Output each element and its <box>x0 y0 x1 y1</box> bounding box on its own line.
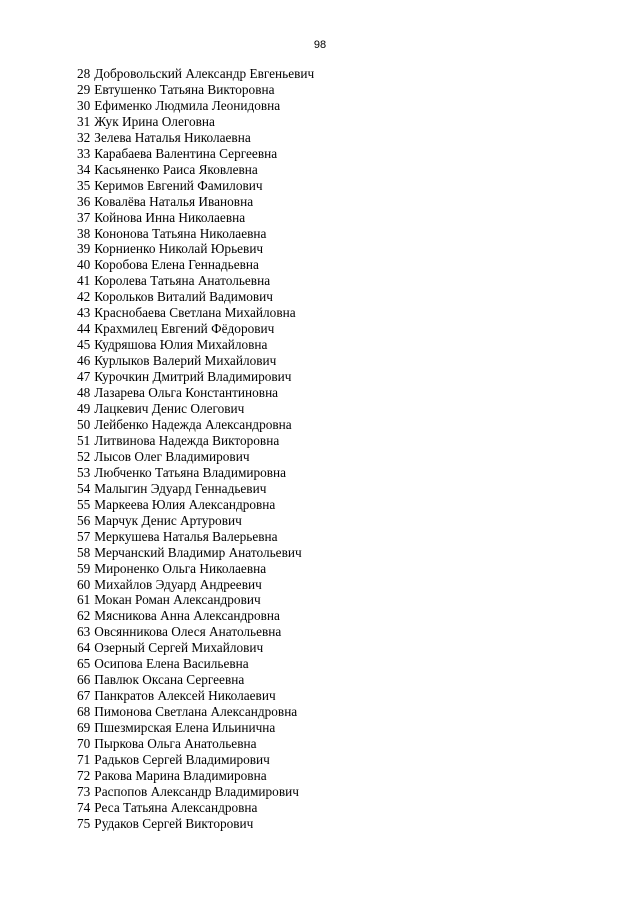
entry-number: 48 <box>77 385 91 401</box>
list-item <box>77 385 314 401</box>
entry-number: 53 <box>77 464 91 480</box>
entry-name: Курлыков Валерий Михайлович <box>94 353 277 369</box>
entry-number: 63 <box>77 624 91 640</box>
entry-number: 43 <box>77 305 91 321</box>
entry-number: 45 <box>77 337 91 353</box>
entry-number: 50 <box>77 416 91 432</box>
list-item <box>77 146 314 162</box>
list-item <box>77 194 314 210</box>
entry-name: Краснобаева Светлана Михайловна <box>94 305 296 321</box>
list-item <box>77 465 314 481</box>
entry-name: Лейбенко Надежда Александровна <box>94 416 292 432</box>
entry-name: Любченко Татьяна Владимировна <box>94 464 287 480</box>
list-item <box>77 162 314 178</box>
entry-name: Реса Татьяна Александровна <box>94 799 258 815</box>
entry-name: Осипова Елена Васильевна <box>94 656 249 672</box>
entry-name: Керимов Евгений Фамилович <box>94 177 263 193</box>
entry-name: Кононова Татьяна Николаевна <box>94 225 267 241</box>
entry-number: 34 <box>77 161 91 177</box>
entry-name: Ефименко Людмила Леонидовна <box>94 97 281 113</box>
entry-number: 58 <box>77 544 91 560</box>
list-item <box>77 241 314 257</box>
entry-number: 67 <box>77 688 91 704</box>
entry-name: Лазарева Ольга Константиновна <box>94 385 279 401</box>
entry-name: Лацкевич Денис Олегович <box>94 401 245 417</box>
entry-number: 47 <box>77 369 91 385</box>
list-item <box>77 98 314 114</box>
entry-name: Курочкин Дмитрий Владимирович <box>94 369 292 385</box>
entry-number: 68 <box>77 704 91 720</box>
entry-name: Рудаков Сергей Викторович <box>94 815 254 831</box>
entry-name: Маркеева Юлия Александровна <box>94 496 276 512</box>
entry-name: Корниенко Николай Юрьевич <box>94 241 264 257</box>
list-item <box>77 305 314 321</box>
list-item <box>77 353 314 369</box>
entry-name: Озерный Сергей Михайлович <box>94 640 264 656</box>
entry-name: Малыгин Эдуард Геннадьевич <box>94 480 267 496</box>
entry-number: 60 <box>77 576 91 592</box>
list-item <box>77 178 314 194</box>
entry-number: 54 <box>77 480 91 496</box>
page-number: 98 <box>313 39 327 51</box>
list-item <box>77 449 314 465</box>
entry-number: 57 <box>77 528 91 544</box>
entry-name: Корольков Виталий Вадимович <box>94 289 273 305</box>
entry-number: 51 <box>77 432 91 448</box>
list-item <box>77 337 314 353</box>
entry-number: 52 <box>77 448 91 464</box>
entry-number: 72 <box>77 767 91 783</box>
list-item <box>77 114 314 130</box>
entry-name: Меркушева Наталья Валерьевна <box>94 528 278 544</box>
list-item <box>77 529 314 545</box>
entry-name: Крахмилец Евгений Фёдорович <box>94 321 275 337</box>
entry-name: Мироненко Ольга Николаевна <box>94 560 267 576</box>
list-item <box>77 672 314 688</box>
entry-number: 75 <box>77 815 91 831</box>
list-item <box>77 656 314 672</box>
entry-number: 46 <box>77 353 91 369</box>
entry-name: Литвинова Надежда Викторовна <box>94 432 280 448</box>
entry-number: 56 <box>77 512 91 528</box>
entry-name: Панкратов Алексей Николаевич <box>94 688 276 704</box>
list-item <box>77 720 314 736</box>
entry-number: 29 <box>77 81 91 97</box>
entry-number: 39 <box>77 241 91 257</box>
list-item <box>77 800 314 816</box>
list-item <box>77 226 314 242</box>
list-item <box>77 736 314 752</box>
entry-name: Коробова Елена Геннадьевна <box>94 257 259 273</box>
entry-number: 69 <box>77 720 91 736</box>
entry-number: 44 <box>77 321 91 337</box>
list-item <box>77 273 314 289</box>
entry-number: 70 <box>77 736 91 752</box>
list-item <box>77 816 314 832</box>
entry-name: Евтушенко Татьяна Викторовна <box>94 81 275 97</box>
entry-name: Марчук Денис Артурович <box>94 512 242 528</box>
list-item <box>77 688 314 704</box>
list-item <box>77 481 314 497</box>
entry-number: 30 <box>77 97 91 113</box>
entry-number: 61 <box>77 592 91 608</box>
entry-name: Пшезмирская Елена Ильинична <box>94 720 276 736</box>
entry-name: Пимонова Светлана Александровна <box>94 704 298 720</box>
list-item <box>77 321 314 337</box>
entry-name: Михайлов Эдуард Андреевич <box>94 576 262 592</box>
entry-number: 33 <box>77 145 91 161</box>
entry-number: 35 <box>77 177 91 193</box>
entry-number: 55 <box>77 496 91 512</box>
list-item <box>77 784 314 800</box>
list-item <box>77 210 314 226</box>
entry-name: Жук Ирина Олеговна <box>94 113 215 129</box>
entry-number: 49 <box>77 401 91 417</box>
entry-number: 66 <box>77 672 91 688</box>
entry-name: Овсянникова Олеся Анатольевна <box>94 624 282 640</box>
entry-name: Распопов Александр Владимирович <box>94 783 299 799</box>
list-item <box>77 417 314 433</box>
list-item <box>77 401 314 417</box>
list-item <box>77 545 314 561</box>
entry-number: 36 <box>77 193 91 209</box>
list-item <box>77 289 314 305</box>
entry-number: 59 <box>77 560 91 576</box>
list-item <box>77 130 314 146</box>
list-item <box>77 433 314 449</box>
entry-name: Добровольский Александр Евгеньевич <box>94 66 315 81</box>
entry-name: Ракова Марина Владимировна <box>94 767 267 783</box>
entry-number: 32 <box>77 129 91 145</box>
entry-name: Лысов Олег Владимирович <box>94 448 250 464</box>
entry-number: 73 <box>77 783 91 799</box>
entry-number: 74 <box>77 799 91 815</box>
entry-name: Мерчанский Владимир Анатольевич <box>94 544 302 560</box>
entry-number: 62 <box>77 608 91 624</box>
entry-number: 31 <box>77 113 91 129</box>
entry-name: Зелева Наталья Николаевна <box>94 129 251 145</box>
entry-name: Королева Татьяна Анатольевна <box>94 273 271 289</box>
entry-name: Павлюк Оксана Сергеевна <box>94 672 245 688</box>
list-item <box>77 624 314 640</box>
entry-name: Кудряшова Юлия Михайловна <box>94 337 268 353</box>
entry-name: Пыркова Ольга Анатольевна <box>94 736 257 752</box>
entry-number: 37 <box>77 209 91 225</box>
entry-name: Касьяненко Раиса Яковлевна <box>94 161 258 177</box>
list-item <box>77 82 314 98</box>
entry-number: 42 <box>77 289 91 305</box>
list-item <box>77 768 314 784</box>
list-item <box>77 66 314 82</box>
list-item <box>77 497 314 513</box>
entry-name: Ковалёва Наталья Ивановна <box>94 193 254 209</box>
entry-number: 71 <box>77 751 91 767</box>
list-item <box>77 369 314 385</box>
list-item <box>77 640 314 656</box>
list-item <box>77 513 314 529</box>
entry-name: Койнова Инна Николаевна <box>94 209 246 225</box>
entry-number: 28 <box>77 66 91 81</box>
list-item <box>77 561 314 577</box>
entry-number: 38 <box>77 225 91 241</box>
list-item <box>77 577 314 593</box>
list-item <box>77 608 314 624</box>
entry-number: 64 <box>77 640 91 656</box>
entry-name: Карабаева Валентина Сергеевна <box>94 145 278 161</box>
list-item <box>77 752 314 768</box>
entry-name: Радьков Сергей Владимирович <box>94 751 270 767</box>
name-list <box>77 66 314 832</box>
entry-name: Мокан Роман Александрович <box>94 592 261 608</box>
list-item <box>77 704 314 720</box>
list-item <box>77 592 314 608</box>
entry-number: 65 <box>77 656 91 672</box>
entry-name: Мясникова Анна Александровна <box>94 608 280 624</box>
list-item <box>77 257 314 273</box>
entry-number: 40 <box>77 257 91 273</box>
entry-number: 41 <box>77 273 91 289</box>
